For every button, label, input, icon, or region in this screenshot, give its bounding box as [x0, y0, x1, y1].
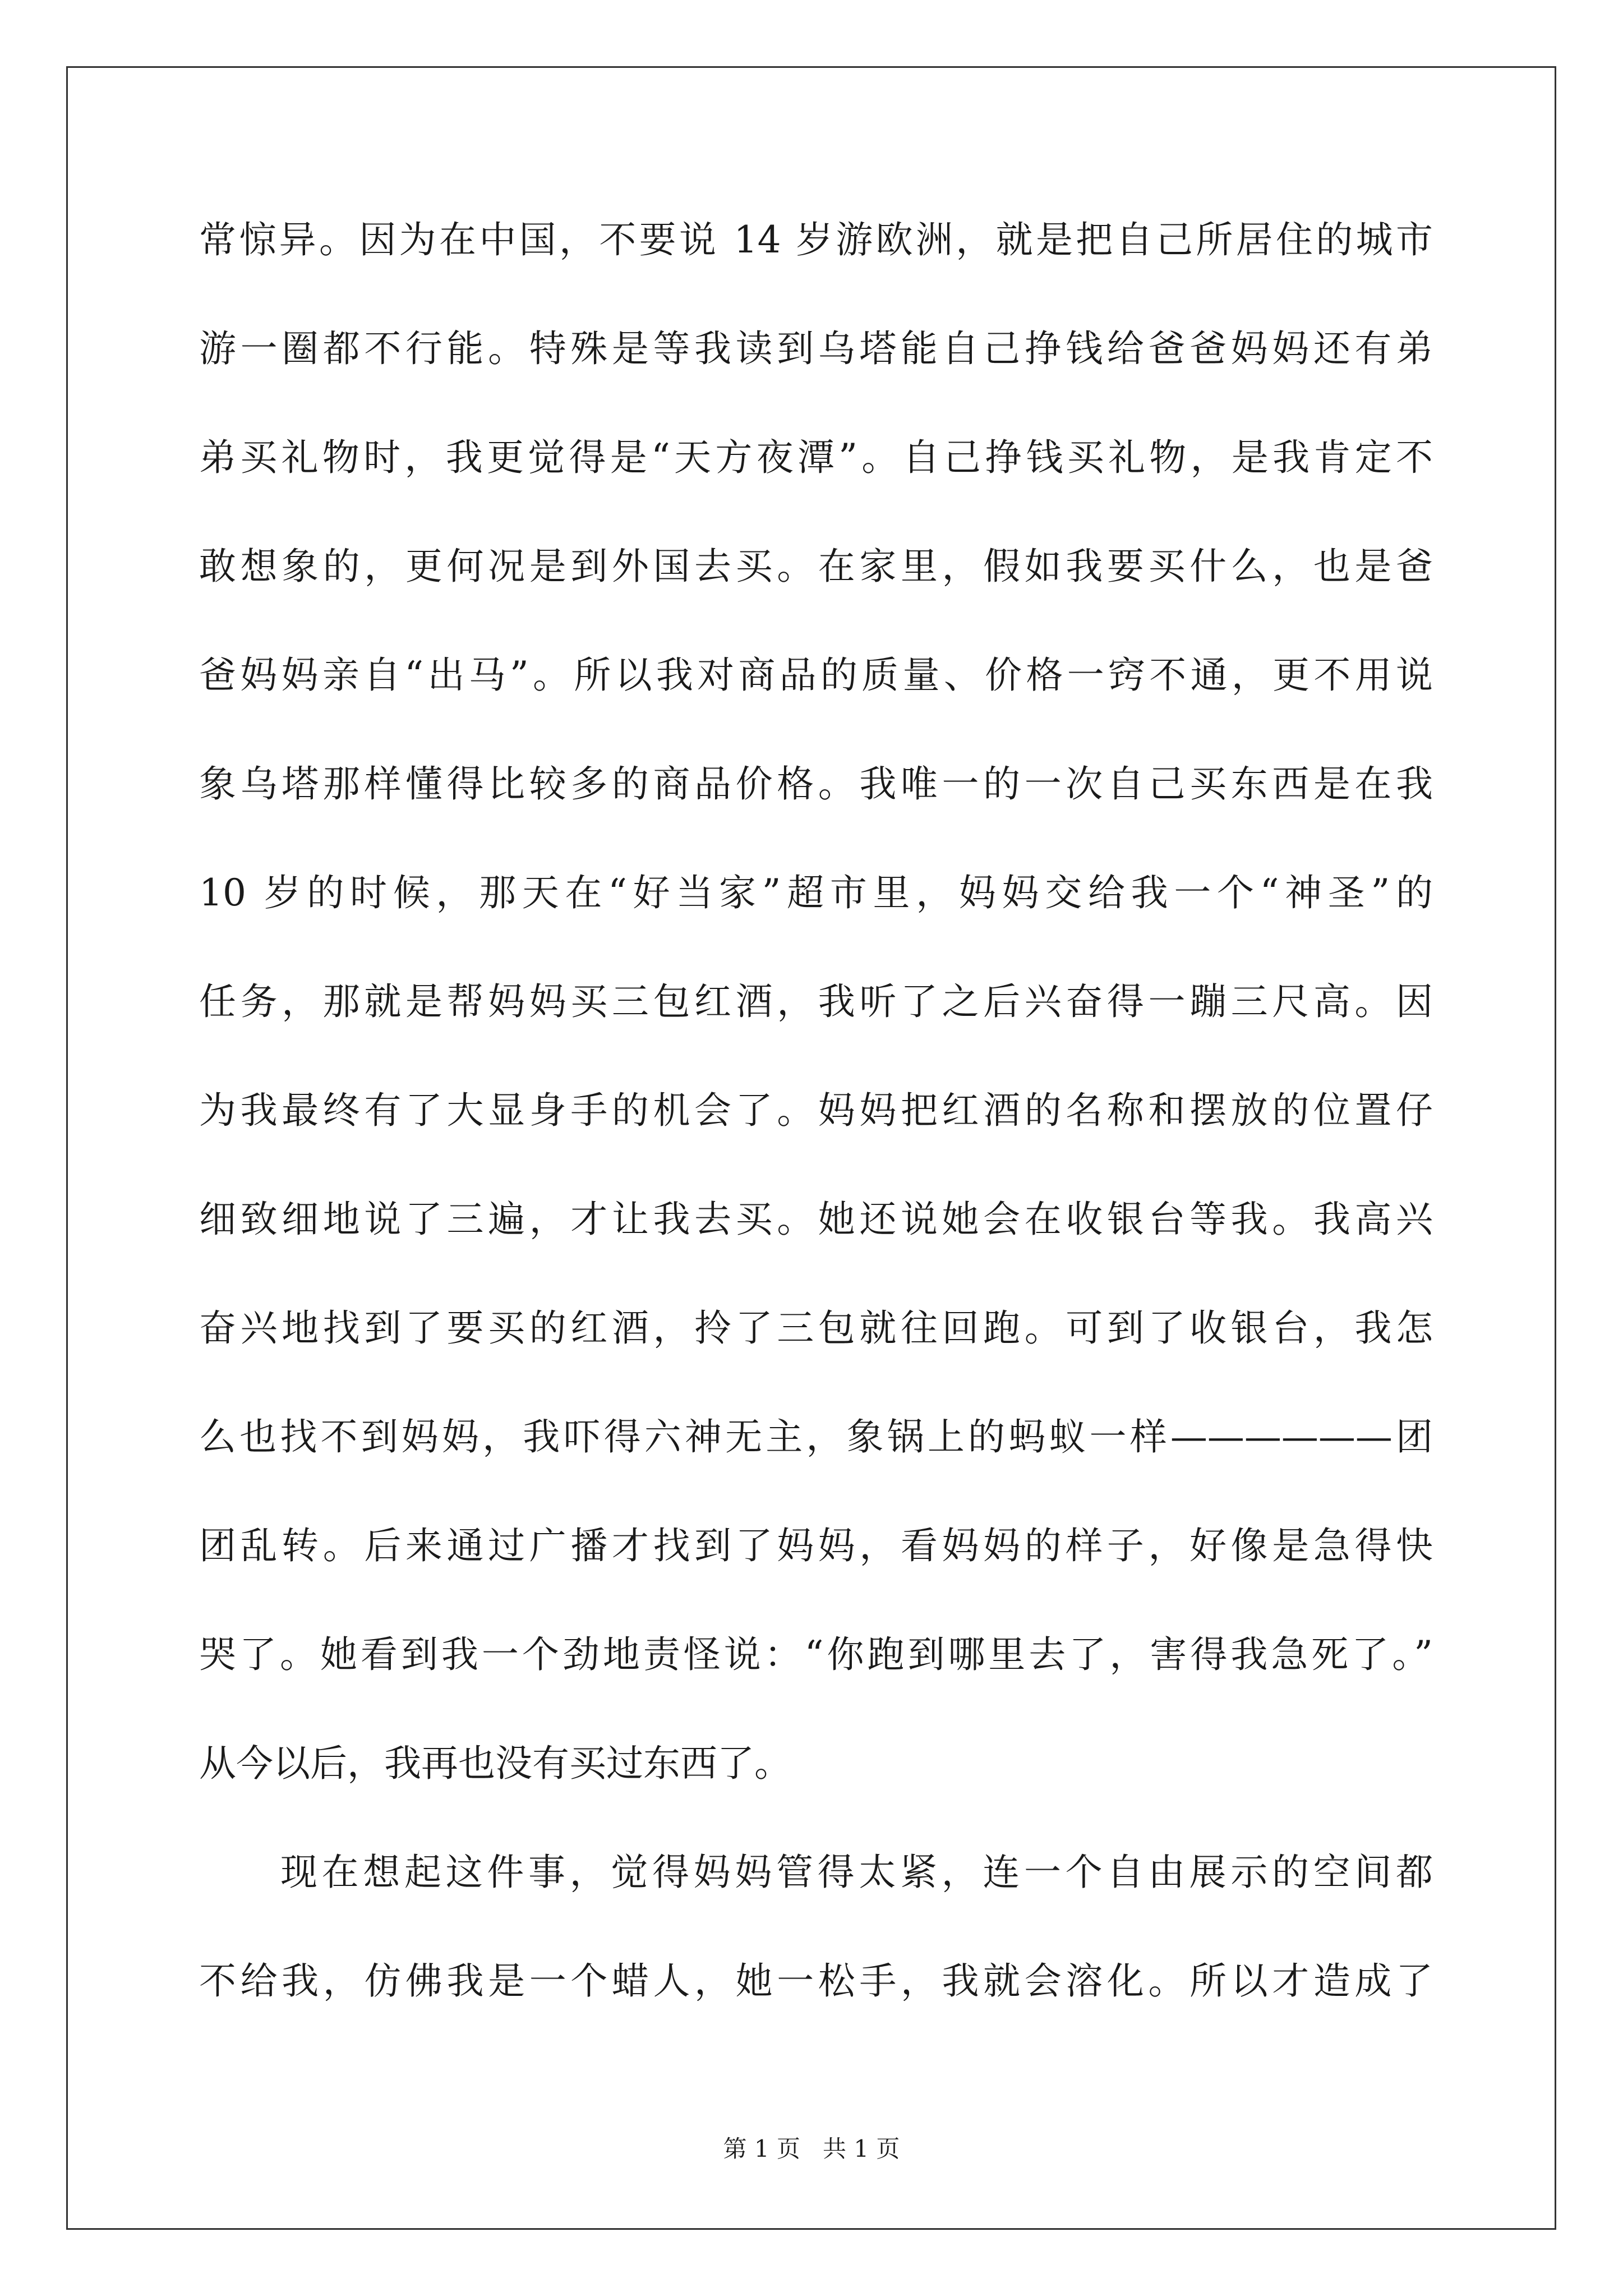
document-body: [199, 213, 1433, 2063]
text-line: 弟买礼物时，我更觉得是“天方夜潭”。自己挣钱买礼物，是我肯定不: [199, 436, 1433, 479]
page-number: 第 1 页: [723, 2135, 800, 2162]
text-line: 么也找不到妈妈，我吓得六神无主，象锅上的蚂蚁一样——————团: [199, 1415, 1433, 1458]
page-footer: [0, 2131, 1623, 2164]
text-line-paragraph-start: 现在想起这件事，觉得妈妈管得太紧，连一个自由展示的空间都: [280, 1851, 1433, 1894]
text-line: 团乱转。后来通过广播才找到了妈妈，看妈妈的样子，好像是急得快: [199, 1524, 1433, 1567]
text-line: 为我最终有了大显身手的机会了。妈妈把红酒的名称和摆放的位置仔: [199, 1089, 1433, 1132]
text-line: 常惊异。因为在中国，不要说 14 岁游欧洲，就是把自己所居住的城市: [199, 218, 1433, 261]
text-line: 哭了。她看到我一个劲地责怪说：“你跑到哪里去了，害得我急死了。”: [199, 1633, 1433, 1676]
text-line: 奋兴地找到了要买的红酒，拎了三包就往回跑。可到了收银台，我怎: [199, 1306, 1433, 1350]
text-line: 不给我，仿佛我是一个蜡人，她一松手，我就会溶化。所以才造成了: [199, 1959, 1433, 2003]
text-line: 敢想象的，更何况是到外国去买。在家里，假如我要买什么，也是爸: [199, 545, 1433, 588]
text-line: 爸妈妈亲自“出马”。所以我对商品的质量、价格一窍不通，更不用说: [199, 654, 1433, 697]
text-line: 10 岁的时候，那天在“好当家”超市里，妈妈交给我一个“神圣”的: [199, 871, 1433, 914]
page-total: 共 1 页: [823, 2135, 900, 2162]
text-line: 任务，那就是帮妈妈买三包红酒，我听了之后兴奋得一蹦三尺高。因: [199, 980, 1433, 1023]
text-line-paragraph-end: 从今以后，我再也没有买过东西了。: [199, 1742, 791, 1785]
text-line: 象乌塔那样懂得比较多的商品价格。我唯一的一次自己买东西是在我: [199, 762, 1433, 806]
text-line: 细致细地说了三遍，才让我去买。她还说她会在收银台等我。我高兴: [199, 1198, 1433, 1241]
text-line: 游一圈都不行能。特殊是等我读到乌塔能自己挣钱给爸爸妈妈还有弟: [199, 327, 1433, 370]
